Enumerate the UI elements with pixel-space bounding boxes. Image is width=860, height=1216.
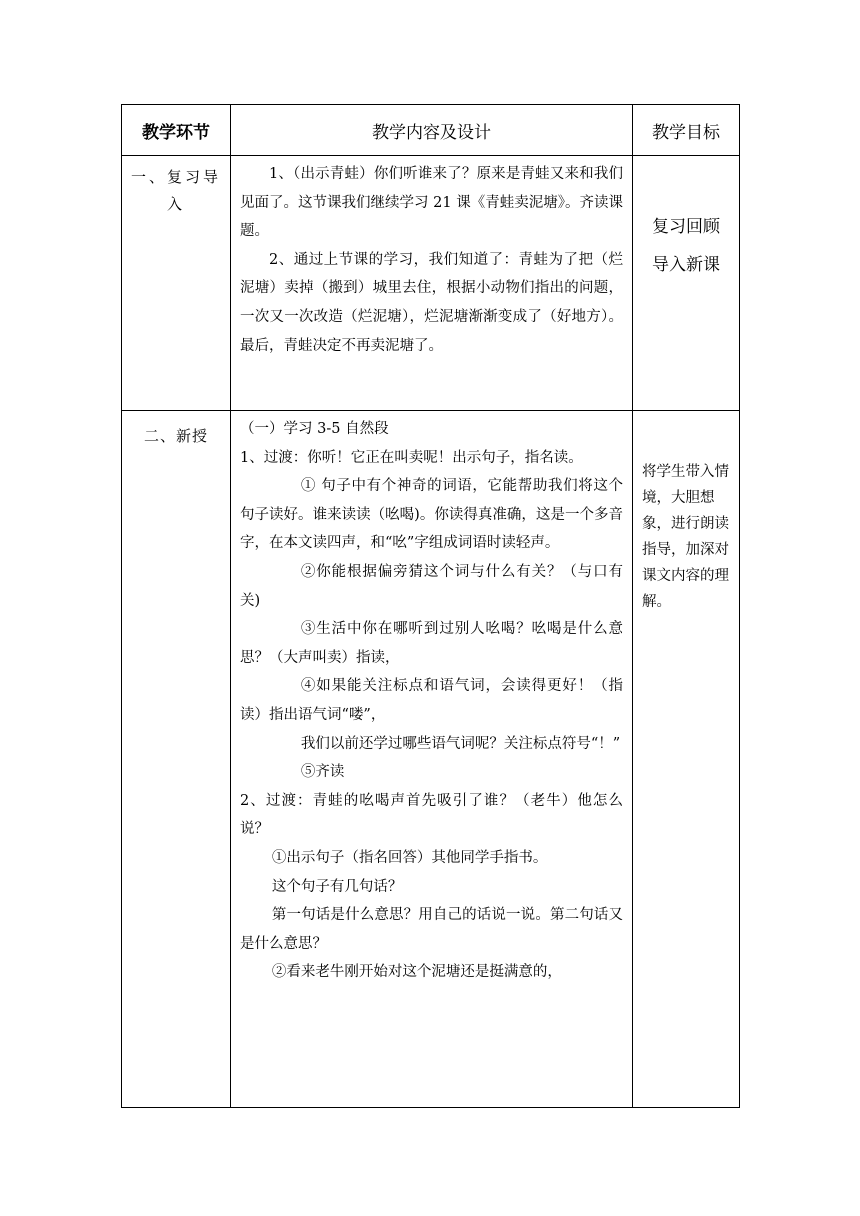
stage-label: 二、新授	[143, 427, 208, 445]
lesson-plan-table	[121, 104, 740, 1108]
stage-label: 一、复习导入	[130, 168, 221, 213]
content-paragraph: 这个句子有几句话？	[271, 878, 403, 895]
content-paragraph: ②看来老牛刚开始对这个泥塘还是挺满意的，	[271, 964, 562, 981]
stage-cell	[122, 411, 231, 1108]
goal-text: 将学生带入情境，大胆想象，进行朗读指导，加深对课文内容的理解。	[642, 464, 729, 610]
header-goal: 教学目标	[633, 105, 740, 156]
table-header-row	[122, 105, 740, 156]
content-paragraph: 2、通过上节课的学习，我们知道了：青蛙为了把（烂泥塘）卖掉（搬到）城里去住，根据小动物们指出的问题，一次又一次改造（烂泥塘），烂泥塘渐渐变成了（好地方）。最后，青蛙决定不再卖泥塘了。	[240, 251, 623, 354]
header-stage: 教学环节	[122, 105, 231, 156]
content-paragraph: 1、过渡：你听！它正在叫卖呢！出示句子，指名读。	[240, 449, 583, 466]
content-paragraph: 我们以前还学过哪些语气词呢？关注标点符号“！”	[300, 735, 621, 752]
goal-line: 导入新课	[652, 255, 720, 275]
content-paragraph: ②你能根据偏旁猜这个词与什么有关？（与口有关)	[240, 563, 623, 609]
table-row	[122, 156, 740, 411]
content-paragraph: ⑤齐读	[300, 764, 345, 781]
content-paragraph: 2、过渡：青蛙的吆喝声首先吸引了谁？（老牛）他怎么说？	[240, 792, 623, 838]
content-paragraph: 1、（出示青蛙）你们听谁来了？原来是青蛙又来和我们见面了。这节课我们继续学习 21 课《青蛙卖泥塘》。齐读课题。	[240, 166, 623, 240]
content-cell	[231, 156, 633, 411]
goal-cell	[633, 156, 740, 411]
table-row	[122, 411, 740, 1108]
content-paragraph: ③生活中你在哪听到过别人吆喝？吆喝是什么意思？（大声叫卖）指读，	[240, 621, 623, 666]
goal-cell	[633, 411, 740, 1108]
content-cell	[231, 411, 633, 1108]
header-content: 教学内容及设计	[231, 105, 633, 156]
content-paragraph: （一）学习 3-5 自然段	[240, 421, 389, 437]
stage-cell	[122, 156, 231, 411]
content-paragraph: 第一句话是什么意思？用自己的话说一说。第二句话又是什么意思？	[240, 907, 623, 952]
content-paragraph: ④如果能关注标点和语气词，会读得更好！（指读）指出语气词“喽”，	[240, 678, 623, 723]
content-paragraph: ①出示句子（指名回答）其他同学手指书。	[271, 849, 548, 866]
content-paragraph: ① 句子中有个神奇的词语，它能帮助我们将这个句子读好。谁来读读（吆喝)。你读得真准确，这是一个多音字，在本文读四声，和“吆”字组成词语时读轻声。	[240, 478, 623, 552]
goal-line: 复习回顾	[652, 217, 720, 237]
